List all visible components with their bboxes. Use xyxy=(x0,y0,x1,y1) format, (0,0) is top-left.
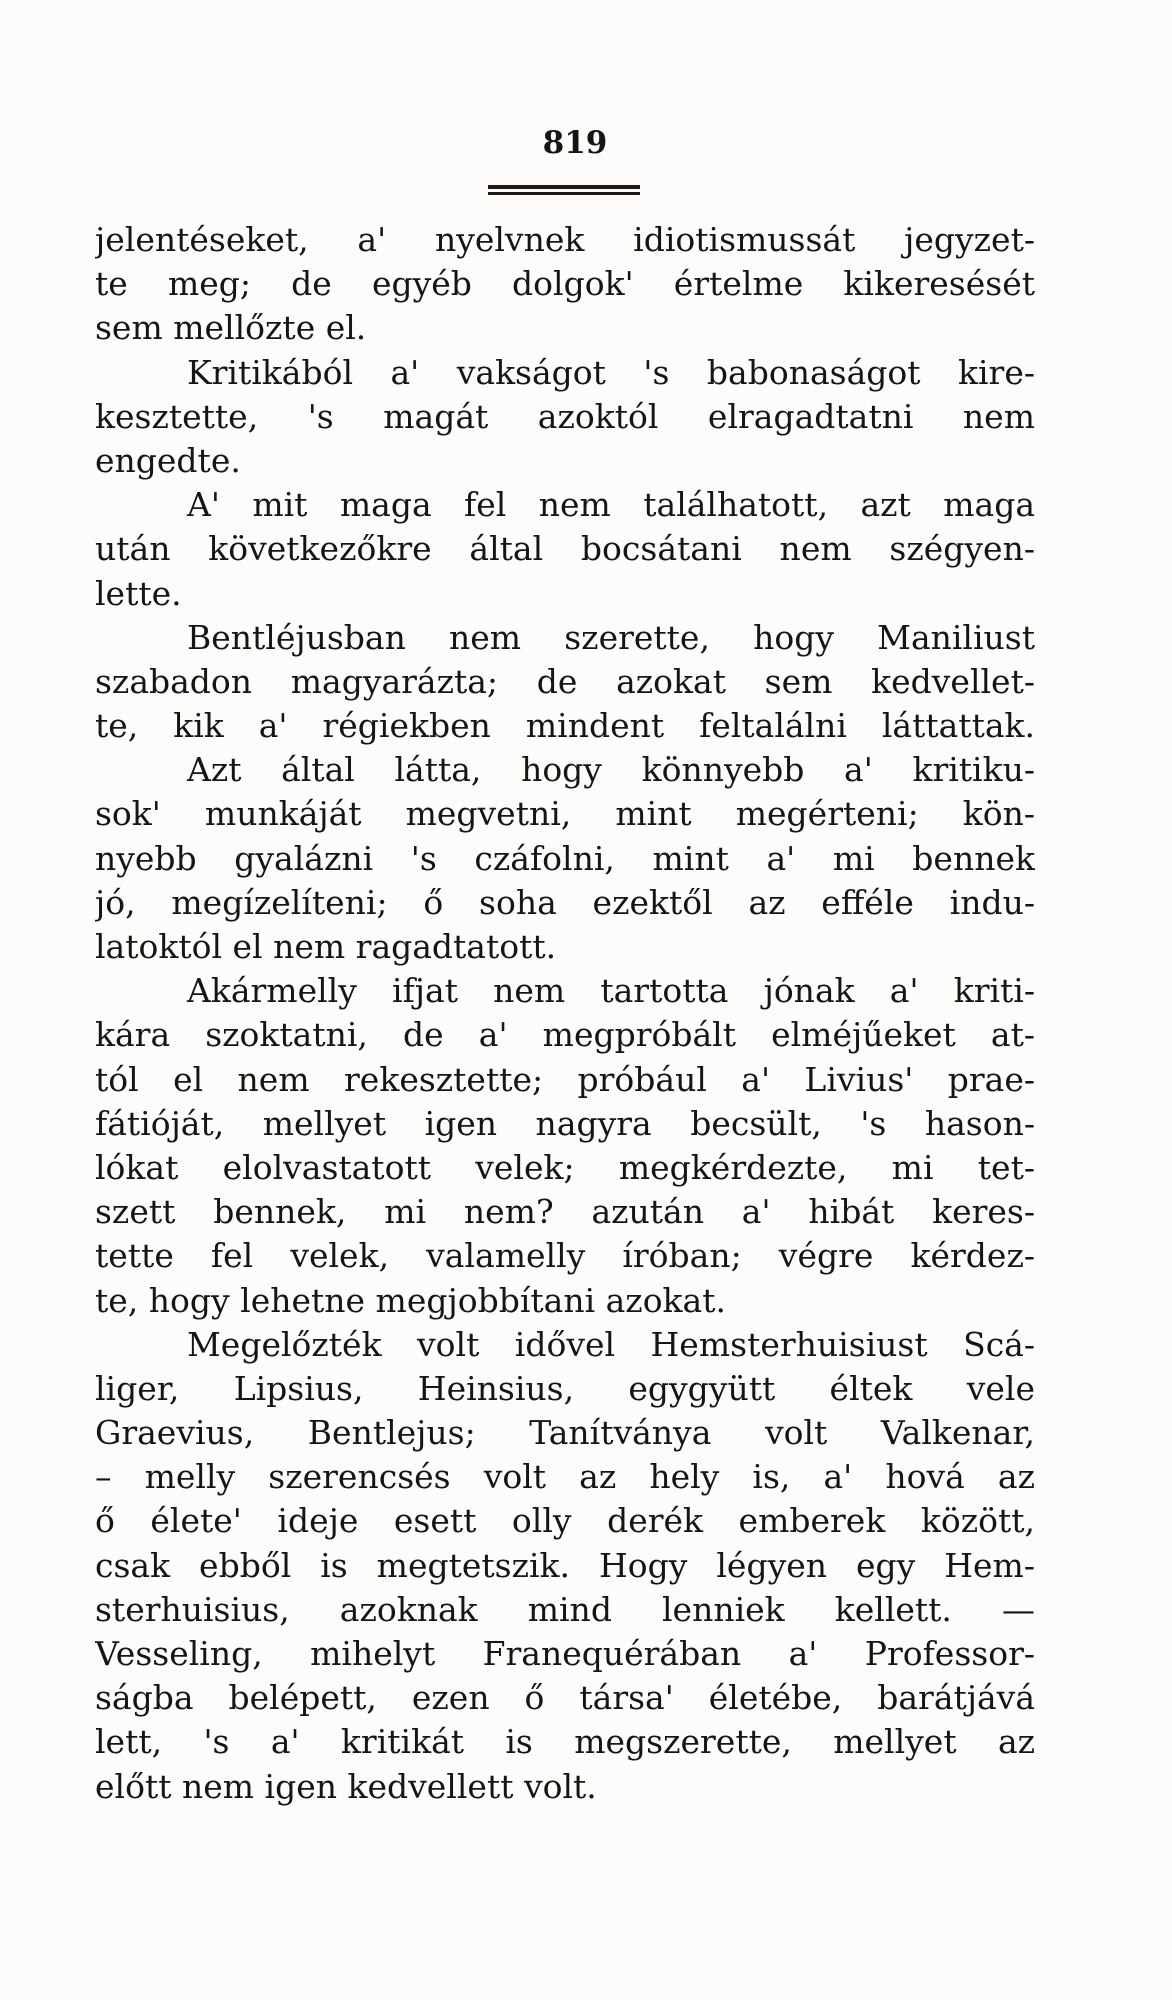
text-line: sterhuisius, azoknak mind lenniek kellett. — xyxy=(95,1589,1035,1629)
text-line: csak ebből is megtetszik. Hogy légyen egy Hem- xyxy=(95,1545,1035,1585)
text-line: engedte. xyxy=(95,440,241,480)
text-line: sok' munkáját megvetni, mint megérteni; kön- xyxy=(95,794,1035,834)
text-line: jelentéseket, a' nyelvnek idiotismussát jegyzet- xyxy=(95,220,1035,259)
text-line: tette fel velek, valamelly íróban; végre kérdez- xyxy=(95,1236,1035,1276)
text-line: te, kik a' régiekben mindent feltalálni láttattak. xyxy=(95,706,1035,746)
text-line: ő élete' ideje esett olly derék emberek között, xyxy=(95,1501,1035,1541)
text-line: kesztette, 's magát azoktól elragadtatni nem xyxy=(95,396,1035,436)
page-number: 819 xyxy=(542,125,608,161)
body-text xyxy=(95,218,1035,1809)
text-line: te, hogy lehetne megjobbítani azokat. xyxy=(95,1280,726,1320)
text-line: után következőkre által bocsátani nem szégyen- xyxy=(95,529,1035,569)
text-line: te meg; de egyéb dolgok' értelme kikeresését xyxy=(95,264,1035,304)
text-line: liger, Lipsius, Heinsius, egygyütt éltek vele xyxy=(95,1368,1035,1408)
text-line: Azt által látta, hogy könnyebb a' kritiku- xyxy=(187,750,1035,790)
text-line: A' mit maga fel nem találhatott, azt maga xyxy=(187,485,1035,525)
text-line: szabadon magyarázta; de azokat sem kedvellet- xyxy=(95,661,1035,701)
text-line: Bentléjusban nem szerette, hogy Maniliust xyxy=(187,617,1035,657)
text-line: előtt nem igen kedvellett volt. xyxy=(95,1766,597,1806)
text-line: ságba belépett, ezen ő társa' életébe, barátjává xyxy=(95,1678,1035,1718)
text-line: latoktól el nem ragadtatott. xyxy=(95,927,557,966)
text-line: szett bennek, mi nem? azután a' hibát keres- xyxy=(95,1192,1035,1232)
text-line: sem mellőzte el. xyxy=(95,308,367,348)
text-line: lett, 's a' kritikát is megszerette, mellyet az xyxy=(95,1722,1035,1762)
header-rule xyxy=(488,185,640,195)
text-line: tól el nem rekesztette; próbául a' Livius' prae- xyxy=(95,1059,1035,1099)
text-line: Megelőzték volt idővel Hemsterhuisiust Scá- xyxy=(187,1324,1035,1364)
text-line: nyebb gyalázni 's czáfolni, mint a' mi bennek xyxy=(95,838,1035,878)
text-line: kára szoktatni, de a' megpróbált elméjűeket at- xyxy=(95,1015,1035,1055)
text-line: Graevius, Bentlejus; Tanítványa volt Valkenar, xyxy=(95,1413,1035,1453)
text-line: Vesseling, mihelyt Franequérában a' Professor- xyxy=(95,1634,1035,1673)
text-line: – melly szerencsés volt az hely is, a' hová az xyxy=(95,1457,1035,1497)
text-line: lókat elolvastatott velek; megkérdezte, mi tet- xyxy=(95,1147,1035,1187)
text-line: Akármelly ifjat nem tartotta jónak a' kriti- xyxy=(187,971,1035,1011)
text-line: fátióját, mellyet igen nagyra becsült, 's hason- xyxy=(95,1103,1035,1143)
text-line: lette. xyxy=(95,573,182,613)
text-line: Kritikából a' vakságot 's babonaságot kire- xyxy=(187,352,1035,392)
text-line: jó, megízelíteni; ő soha ezektől az efféle indu- xyxy=(95,882,1035,922)
